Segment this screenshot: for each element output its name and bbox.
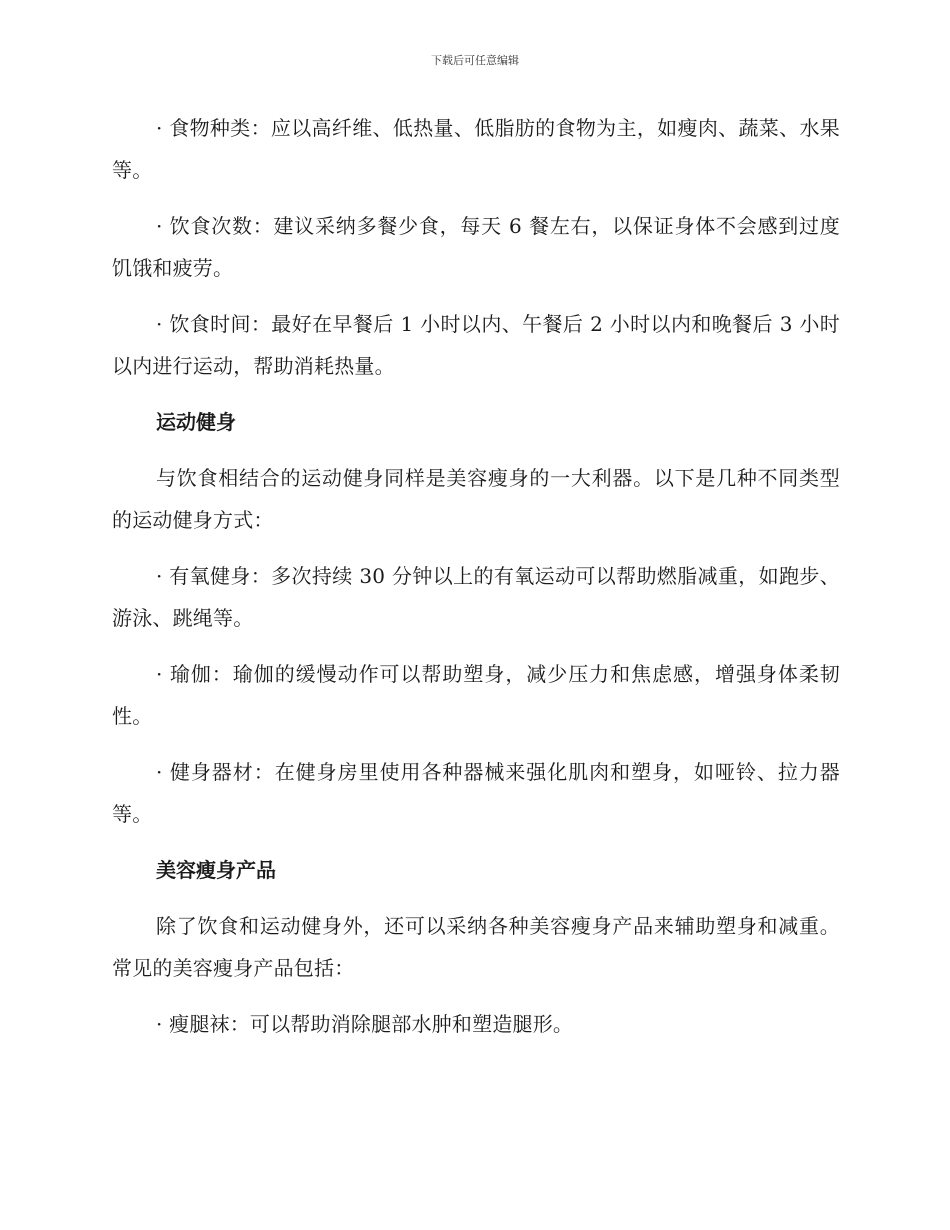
paragraph-aerobic: · 有氧健身：多次持续 30 分钟以上的有氧运动可以帮助燃脂减重，如跑步、游泳、跳绳等。 (112, 564, 840, 630)
document-body (112, 107, 840, 1059)
paragraph-equipment: · 健身器材：在健身房里使用各种器械来强化肌肉和塑身，如哑铃、拉力器等。 (112, 760, 840, 826)
paragraph-meal-frequency: · 饮食次数：建议采纳多餐少食，每天 6 餐左右，以保证身体不会感到过度饥饿和疲劳。 (112, 214, 840, 280)
page-header: 下载后可任意编辑 (431, 54, 519, 67)
paragraph-exercise-intro: 与饮食相结合的运动健身同样是美容瘦身的一大利器。以下是几种不同类型的运动健身方式： (112, 466, 840, 532)
section-heading-products: 美容瘦身产品 (156, 858, 276, 882)
section-heading-exercise: 运动健身 (156, 410, 236, 434)
paragraph-yoga: · 瑜伽：瑜伽的缓慢动作可以帮助塑身，减少压力和焦虑感，增强身体柔韧性。 (112, 662, 840, 728)
paragraph-food-types: · 食物种类：应以高纤维、低热量、低脂肪的食物为主，如瘦肉、蔬菜、水果等。 (112, 116, 840, 182)
paragraph-meal-timing: · 饮食时间：最好在早餐后 1 小时以内、午餐后 2 小时以内和晚餐后 3 小时以内进行运动，帮助消耗热量。 (112, 312, 840, 378)
paragraph-products-intro: 除了饮食和运动健身外，还可以采纳各种美容瘦身产品来辅助塑身和减重。常见的美容瘦身产品包括： (112, 914, 840, 980)
paragraph-slimming-socks: · 瘦腿袜：可以帮助消除腿部水肿和塑造腿形。 (156, 1012, 574, 1036)
